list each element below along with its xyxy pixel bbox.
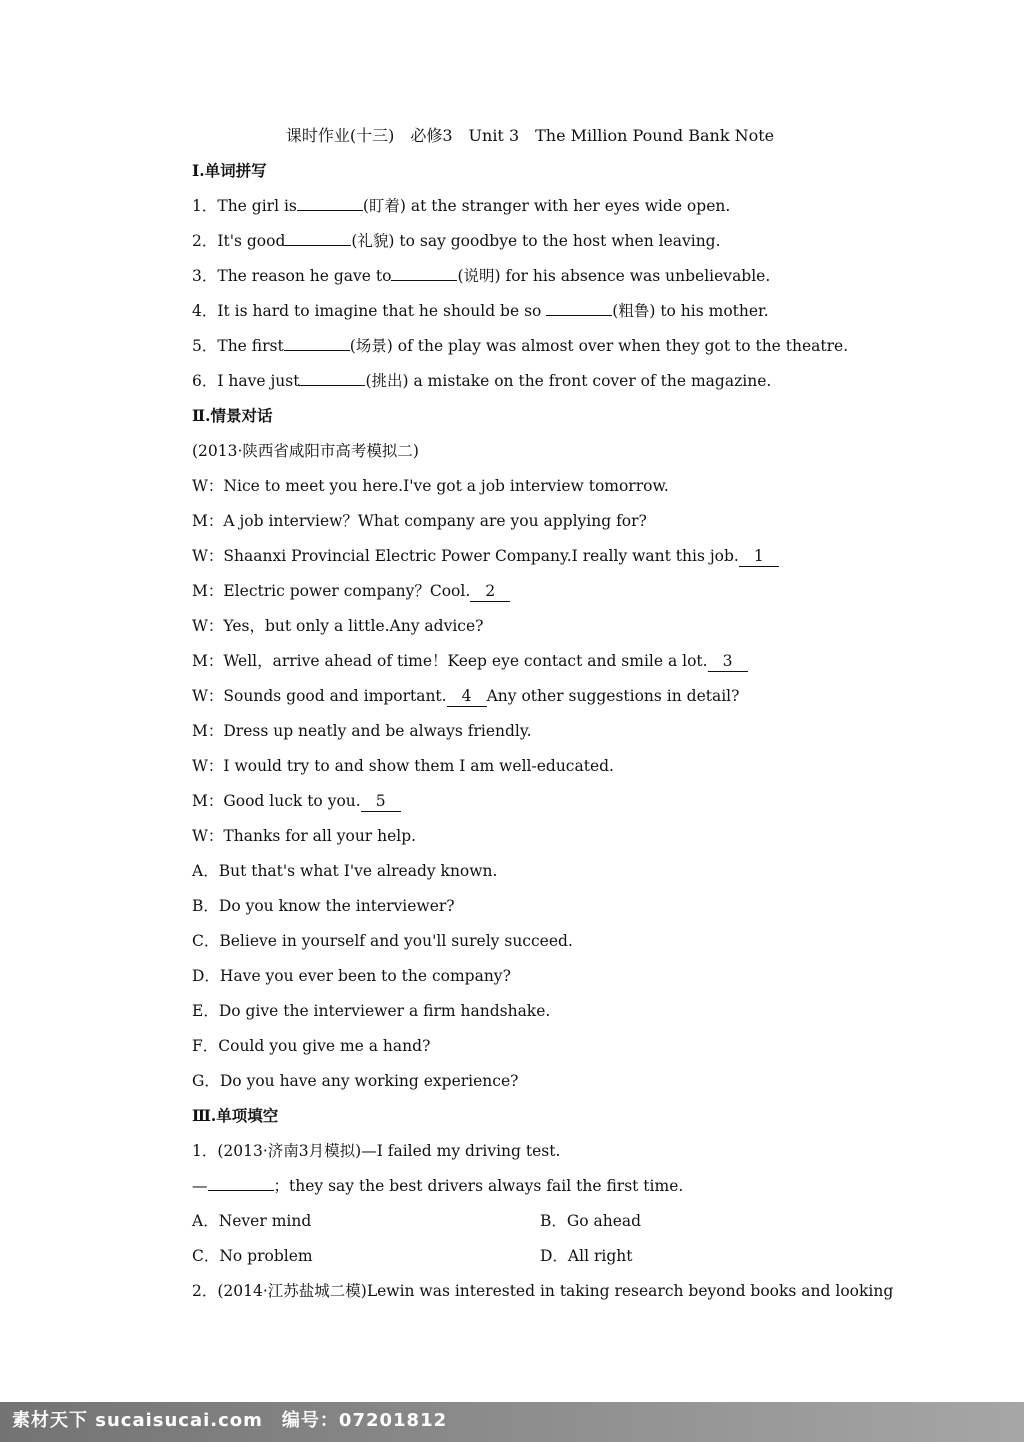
- option-g: G．Do you have any working experience?: [192, 1072, 519, 1090]
- answer-blank[interactable]: [297, 196, 363, 211]
- dialogue-line-7: W：Sounds good and important. 4 Any other suggestions in detail?: [192, 687, 740, 705]
- option-b: B．Do you know the interviewer?: [192, 897, 455, 915]
- option-f: F．Could you give me a hand?: [192, 1037, 431, 1055]
- question-1-stem: 1．(2013·济南3月模拟)—I failed my driving test.: [192, 1142, 561, 1160]
- spelling-item-2: 2．It's good (礼貌) to say goodbye to the host when leaving.: [192, 232, 721, 250]
- section1-heading: Ⅰ.单词拼写: [192, 161, 267, 180]
- spelling-item-4: 4．It is hard to imagine that he should be so (粗鲁) to his mother.: [192, 302, 769, 320]
- answer-blank[interactable]: [208, 1176, 274, 1191]
- dialogue-line-11: W：Thanks for all your help.: [192, 827, 417, 845]
- option-e: E．Do give the interviewer a firm handshake.: [192, 1002, 551, 1020]
- spelling-item-3: 3．The reason he gave to (说明) for his absence was unbelievable.: [192, 267, 771, 285]
- answer-blank[interactable]: [284, 336, 350, 351]
- dialogue-blank[interactable]: 3: [708, 651, 748, 672]
- dialogue-line-3: W：Shaanxi Provincial Electric Power Company.I really want this job. 1: [192, 546, 779, 567]
- dialogue-blank[interactable]: 5: [361, 791, 401, 812]
- question-1-option-c: C．No problem: [192, 1247, 313, 1265]
- answer-blank[interactable]: [546, 301, 612, 316]
- spelling-item-5: 5．The first (场景) of the play was almost over when they got to the theatre.: [192, 337, 849, 355]
- dialogue-blank[interactable]: 2: [470, 581, 510, 602]
- section3-heading: Ⅲ.单项填空: [192, 1106, 279, 1125]
- dialogue-line-9: W：I would try to and show them I am well-educated.: [192, 757, 614, 775]
- dialogue-line-8: M：Dress up neatly and be always friendly.: [192, 722, 532, 740]
- question-2-stem: 2．(2014·江苏盐城二模)Lewin was interested in taking research beyond books and looking: [192, 1282, 894, 1300]
- watermark-bar: [0, 1402, 1024, 1442]
- question-1-option-d: D．All right: [540, 1247, 633, 1265]
- spelling-item-6: 6．I have just (挑出) a mistake on the front cover of the magazine.: [192, 372, 772, 390]
- watermark-text: 素材天下 sucaisucai.com 编号：07201812: [12, 1410, 448, 1431]
- option-a: A．But that's what I've already known.: [192, 862, 498, 880]
- section2-heading: Ⅱ.情景对话: [192, 406, 273, 425]
- dialogue-line-1: W：Nice to meet you here.I've got a job interview tomorrow.: [192, 477, 669, 495]
- dialogue-line-10: M：Good luck to you. 5: [192, 791, 401, 812]
- dialogue-blank[interactable]: 4: [447, 686, 487, 707]
- dialogue-line-6: M：Well，arrive ahead of time！Keep eye contact and smile a lot. 3: [192, 651, 748, 672]
- question-1-option-b: B．Go ahead: [540, 1212, 642, 1230]
- answer-blank[interactable]: [299, 371, 365, 386]
- question-1-option-a: A．Never mind: [192, 1212, 312, 1230]
- answer-blank[interactable]: [391, 266, 457, 281]
- dialogue-blank[interactable]: 1: [739, 546, 779, 567]
- answer-blank[interactable]: [285, 231, 351, 246]
- option-c: C．Believe in yourself and you'll surely succeed.: [192, 932, 573, 950]
- dialogue-line-5: W：Yes，but only a little.Any advice?: [192, 617, 484, 635]
- dialogue-line-4: M：Electric power company？Cool. 2: [192, 581, 510, 602]
- dialogue-line-2: M：A job interview？What company are you applying for?: [192, 512, 647, 530]
- question-1-reply: — ；they say the best drivers always fail the first time.: [192, 1177, 684, 1195]
- page-title: 课时作业(十三) 必修3 Unit 3 The Million Pound Bank Note: [285, 126, 775, 145]
- option-d: D．Have you ever been to the company?: [192, 967, 511, 985]
- dialogue-source: (2013·陕西省咸阳市高考模拟二): [192, 442, 419, 460]
- spelling-item-1: 1．The girl is (盯着) at the stranger with her eyes wide open.: [192, 197, 731, 215]
